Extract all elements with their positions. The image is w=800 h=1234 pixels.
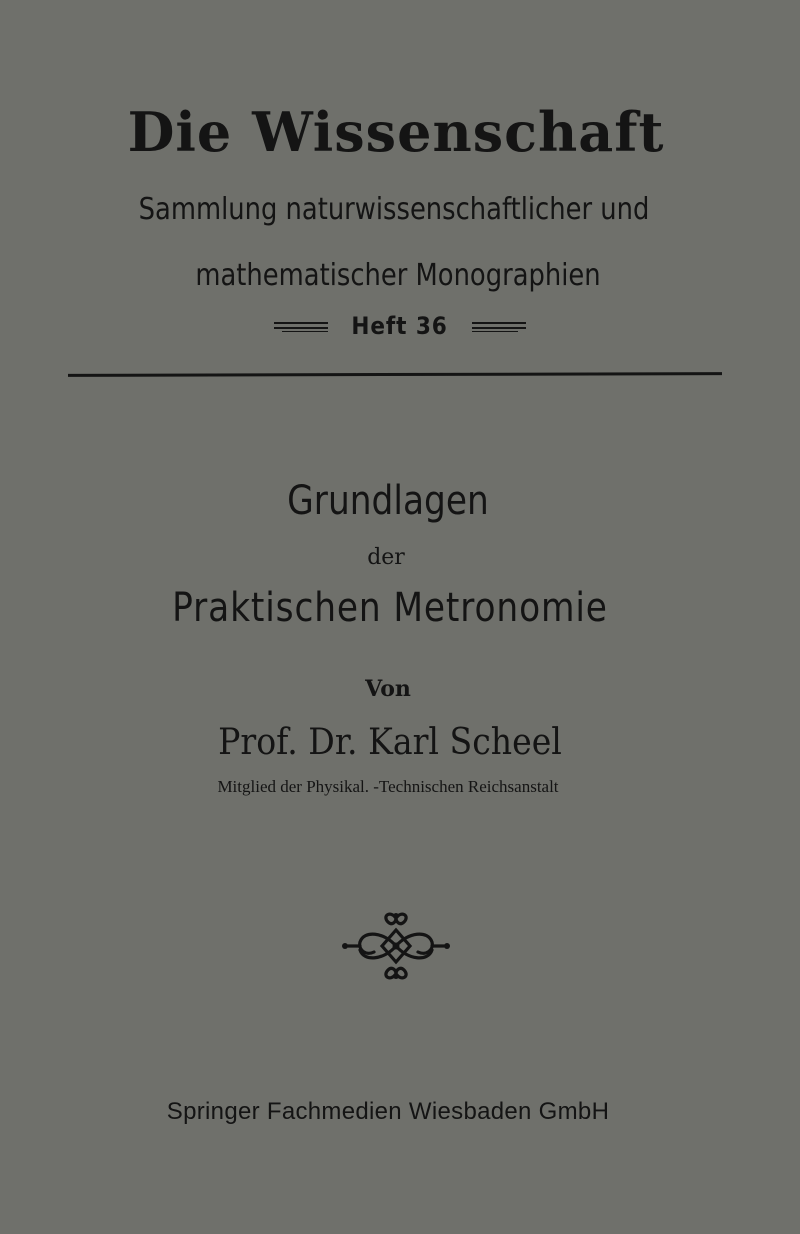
author-affiliation: Mitglied der Physikal. -Technischen Reichsanstalt [217, 777, 559, 796]
book-title-connector: der [367, 545, 405, 570]
series-subtitle-line2: mathematischer Monographien [195, 258, 601, 293]
series-subtitle-line1: Sammlung naturwissenschaftlicher und [138, 192, 650, 227]
right-rule-ornament [472, 318, 526, 334]
author-prefix: Von [365, 676, 411, 702]
publisher-name: Springer Fachmedien Wiesbaden GmbH [166, 1098, 610, 1125]
left-rule-ornament [274, 318, 328, 334]
floral-fleuron-icon [340, 908, 452, 984]
book-title-line1: Grundlagen [287, 478, 489, 524]
series-title: Die Wissenschaft [127, 100, 665, 164]
author-name: Prof. Dr. Karl Scheel [218, 722, 562, 763]
issue-row [0, 312, 800, 340]
issue-number: Heft 36 [351, 312, 449, 340]
section-divider [68, 372, 722, 377]
book-title-line2: Praktischen Metronomie [172, 585, 608, 631]
